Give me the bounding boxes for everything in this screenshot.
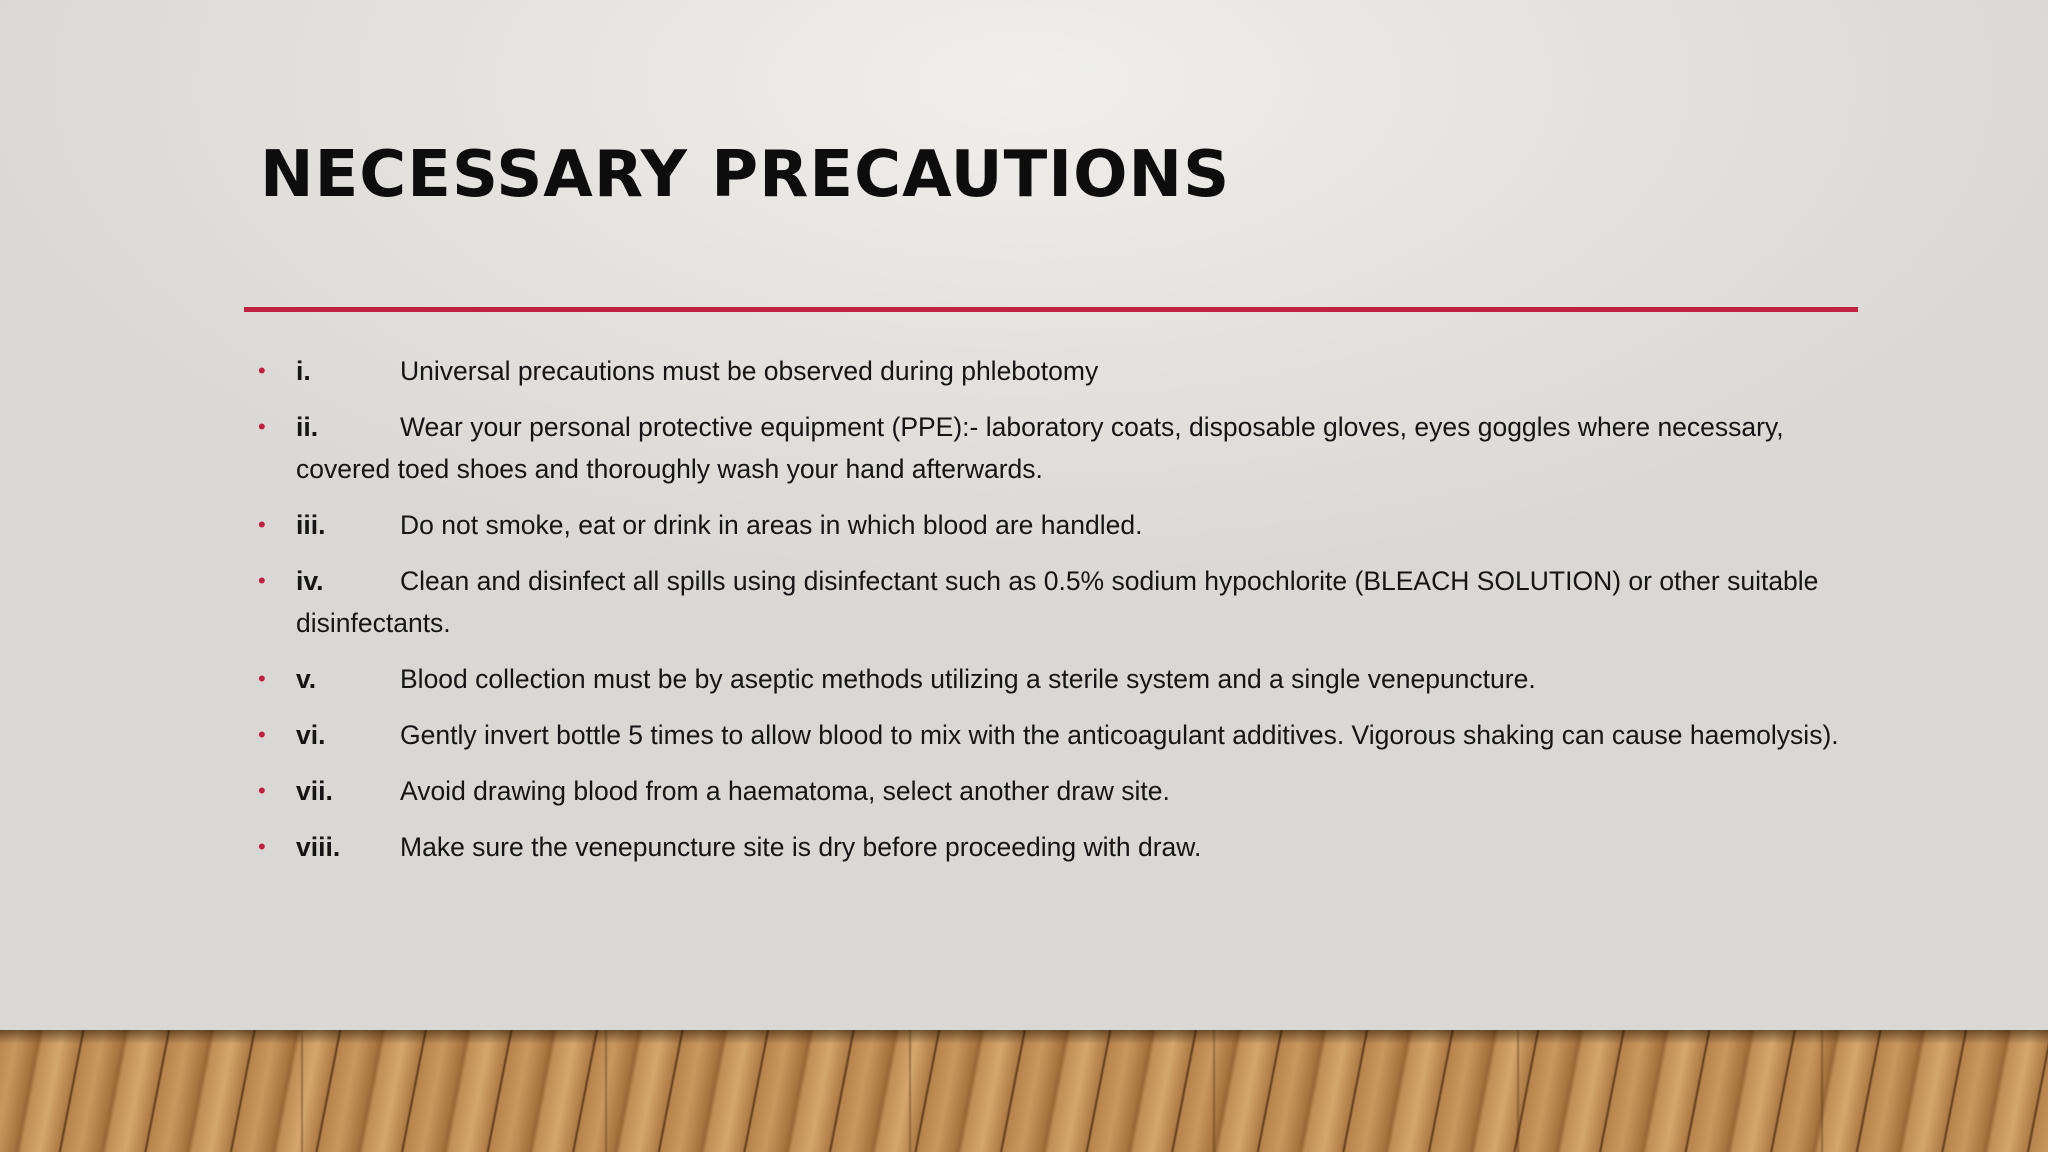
item-number: vii. <box>296 776 333 806</box>
item-text: Make sure the venepuncture site is dry before proceeding with draw. <box>400 832 1202 862</box>
list-item <box>258 770 1858 812</box>
item-number: i. <box>296 356 311 386</box>
item-number: ii. <box>296 412 319 442</box>
item-number: iv. <box>296 566 324 596</box>
list-item <box>258 714 1858 756</box>
item-text: Do not smoke, eat or drink in areas in which blood are handled. <box>400 510 1143 540</box>
precautions-list <box>258 350 1858 882</box>
bullet-icon: • <box>258 722 266 747</box>
item-number: v. <box>296 664 317 694</box>
wood-floor-decoration <box>0 1030 2048 1152</box>
bullet-icon: • <box>258 414 266 439</box>
list-item <box>258 406 1858 490</box>
item-text: Wear your personal protective equipment (PPE):- laboratory coats, disposable gloves, eyes goggles where necessary, covered toed shoes and thoroughly wash your hand afterwards. <box>296 412 1784 484</box>
bullet-icon: • <box>258 512 266 537</box>
bullet-icon: • <box>258 834 266 859</box>
item-text: Universal precautions must be observed during phlebotomy <box>400 356 1099 386</box>
bullet-icon: • <box>258 666 266 691</box>
list-item <box>258 504 1858 546</box>
bullet-icon: • <box>258 568 266 593</box>
list-item <box>258 350 1858 392</box>
title-divider <box>244 307 1858 312</box>
item-text: Avoid drawing blood from a haematoma, select another draw site. <box>400 776 1170 806</box>
bullet-icon: • <box>258 778 266 803</box>
bullet-icon: • <box>258 358 266 383</box>
item-number: iii. <box>296 510 326 540</box>
item-number: vi. <box>296 720 326 750</box>
item-text: Gently invert bottle 5 times to allow blood to mix with the anticoagulant additives. Vigorous shaking can cause haemolysis). <box>400 720 1839 750</box>
list-item <box>258 560 1858 644</box>
slide-title: NECESSARY PRECAUTIONS <box>260 138 1231 212</box>
item-text: Clean and disinfect all spills using disinfectant such as 0.5% sodium hypochlorite (BLEACH SOLUTION) or other suitable disinfectants. <box>296 566 1819 638</box>
list-item <box>258 658 1858 700</box>
item-text: Blood collection must be by aseptic methods utilizing a sterile system and a single venepuncture. <box>400 664 1536 694</box>
item-number: viii. <box>296 832 341 862</box>
list-item <box>258 826 1858 868</box>
